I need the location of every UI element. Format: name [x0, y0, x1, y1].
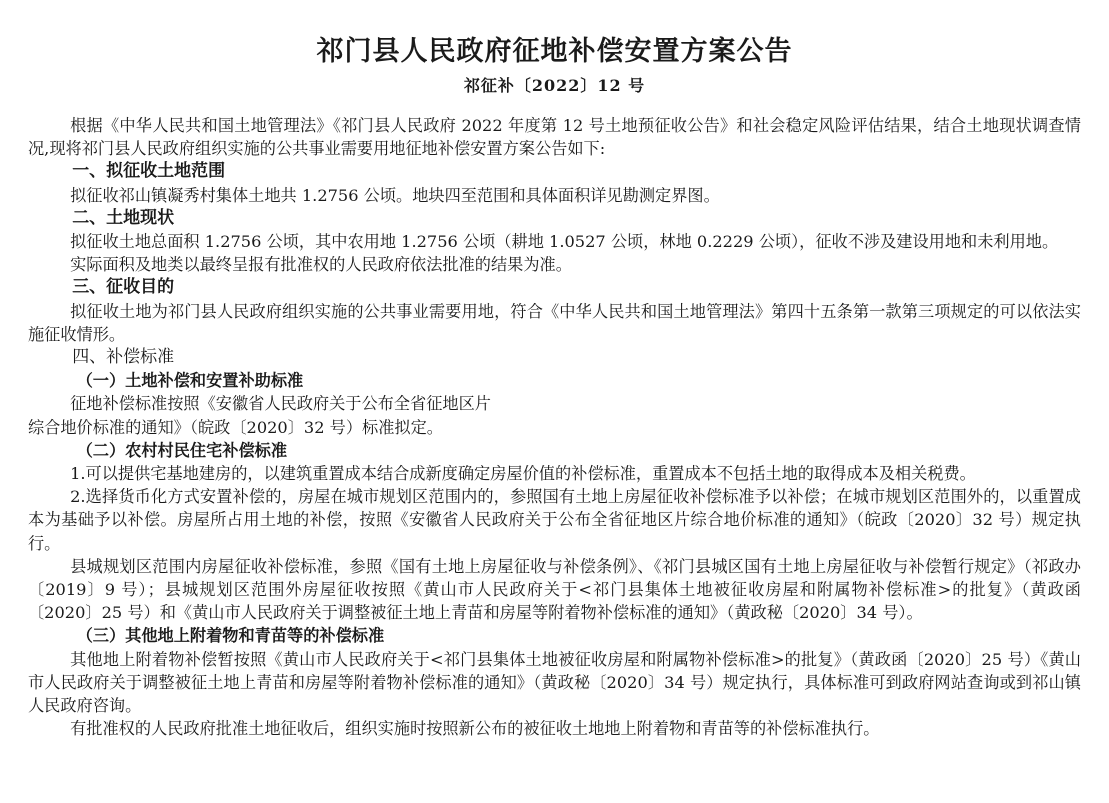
subsection-heading-2: （二）农村村民住宅补偿标准	[76, 440, 288, 460]
section-heading-4: 四、补偿标准	[72, 347, 175, 368]
section-heading-2: 二、土地现状	[72, 207, 175, 228]
body-paragraph: 拟征收土地总面积 1.2756 公顷，其中农用地 1.2756 公顷（耕地 1.0527 公顷，林地 0.2229 公顷），征收不涉及建设用地和未利用地。	[70, 232, 1059, 252]
section-heading-1: 一、拟征收土地范围	[72, 161, 226, 182]
body-paragraph: 征地补偿标准按照《安徽省人民政府关于公布全省征地区片	[70, 394, 491, 414]
body-paragraph: 拟征收土地为祁门县人民政府组织实施的公共事业需要用地，符合《中华人民共和国土地管理法》第四十五条第一款第三项规定的可以依法实施征收情形。	[28, 301, 1081, 344]
body-paragraph: 县城规划区范围内房屋征收补偿标准，参照《国有土地上房屋征收与补偿条例》、《祁门县城区国有土地上房屋征收与补偿暂行规定》（祁政办〔2019〕9 号）；县城规划区范围外房屋征收按照《黄山市人民政府关于<祁门县集体土地被征收房屋和附属物补偿标准>的批复》（黄政函〔2020〕25 号）和《黄山市人民政府关于调整被征土地上青苗和房屋等附着物补偿标准的通知》（黄政秘〔2020〕34 号）。	[28, 556, 1081, 623]
body-paragraph: 拟征收祁山镇凝秀村集体土地共 1.2756 公顷。地块四至范围和具体面积详见勘测定界图。	[70, 185, 720, 205]
subsection-heading-1: （一）土地补偿和安置补助标准	[76, 371, 304, 391]
document-title: 祁门县人民政府征地补偿安置方案公告	[316, 36, 793, 67]
body-paragraph: 其他地上附着物补偿暂按照《黄山市人民政府关于<祁门县集体土地被征收房屋和附属物补偿标准>的批复》（黄政函〔2020〕25 号）《黄山市人民政府关于调整被征土地上青苗和房屋等附着物补偿标准的通知》（黄政秘〔2020〕34 号）规定执行，具体标准可到政府网站查询或到祁山镇人民政府咨询。	[28, 649, 1081, 716]
section-heading-3: 三、征收目的	[72, 277, 175, 298]
body-paragraph: 实际面积及地类以最终呈报有批准权的人民政府依法批准的结果为准。	[70, 255, 572, 275]
body-paragraph-continued: 综合地价标准的通知》（皖政〔2020〕32 号）标准拟定。	[28, 417, 443, 437]
body-paragraph: 1.可以提供宅基地建房的，以建筑重置成本结合成新度确定房屋价值的补偿标准，重置成本不包括土地的取得成本及相关税费。	[70, 464, 976, 484]
intro-paragraph: 根据《中华人民共和国土地管理法》《祁门县人民政府 2022 年度第 12 号土地预征收公告》和社会稳定风险评估结果，结合土地现状调查情况,现将祁门县人民政府组织实施的公共事业需要用地征地补偿安置方案公告如下:	[28, 116, 1081, 159]
document-body	[28, 114, 1081, 740]
document-number: 祁征补〔2022〕12 号	[463, 76, 646, 95]
body-paragraph: 有批准权的人民政府批准土地征收后，组织实施时按照新公布的被征收土地地上附着物和青苗等的补偿标准执行。	[70, 719, 880, 739]
body-paragraph: 2.选择货币化方式安置补偿的，房屋在城市规划区范围内的，参照国有土地上房屋征收补偿标准予以补偿；在城市规划区范围外的，以重置成本为基础予以补偿。房屋所占用土地的补偿，按照《安徽省人民政府关于公布全省征地区片综合地价标准的通知》（皖政〔2020〕32 号）规定执行。	[28, 487, 1081, 553]
subsection-heading-3: （三）其他地上附着物和青苗等的补偿标准	[76, 626, 385, 646]
